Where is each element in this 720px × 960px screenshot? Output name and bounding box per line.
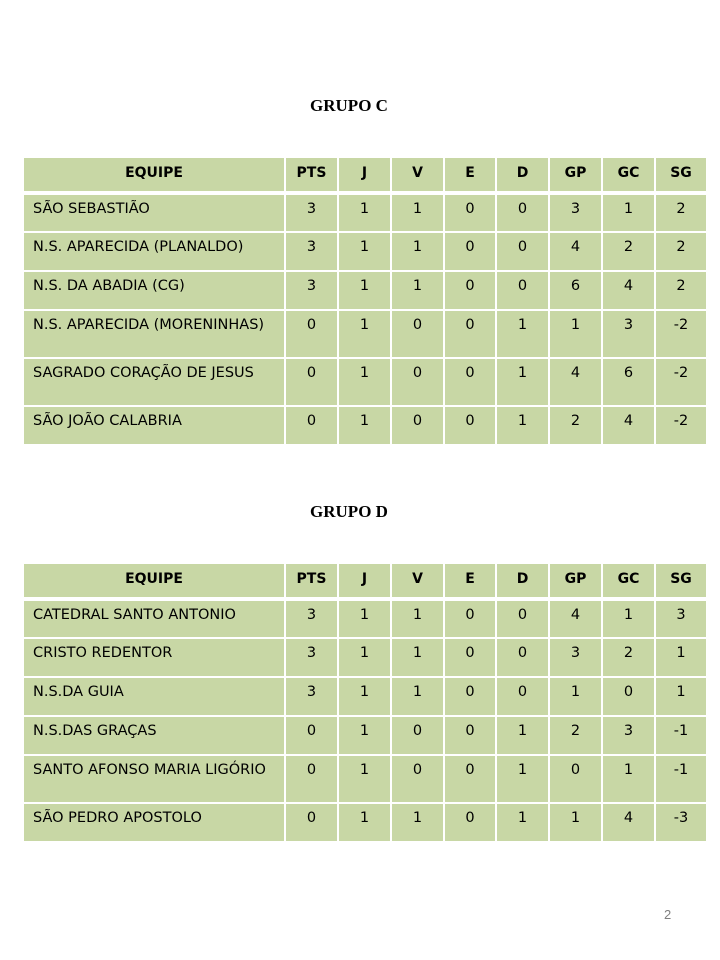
gp-cell: 0 (549, 755, 602, 803)
d-cell: 0 (496, 232, 549, 271)
gp-cell: 6 (549, 271, 602, 310)
team-name: SÃO JOÃO CALABRIA (23, 406, 285, 445)
e-cell: 0 (444, 716, 496, 755)
pts-cell: 0 (285, 310, 338, 358)
sg-cell: 3 (655, 599, 707, 638)
d-cell: 0 (496, 677, 549, 716)
pts-cell: 3 (285, 193, 338, 232)
v-cell: 0 (391, 406, 444, 445)
sg-cell: -2 (655, 310, 707, 358)
group-d-title: GRUPO D (310, 502, 388, 521)
column-header-equipe: EQUIPE (23, 157, 285, 193)
pts-cell: 0 (285, 358, 338, 406)
j-cell: 1 (338, 716, 391, 755)
group-c-title: GRUPO C (310, 96, 388, 115)
group-c-table (22, 156, 708, 446)
d-cell: 0 (496, 271, 549, 310)
gp-cell: 4 (549, 232, 602, 271)
table-row (23, 755, 707, 803)
pts-cell: 0 (285, 406, 338, 445)
e-cell: 0 (444, 193, 496, 232)
team-name: N.S. DA ABADIA (CG) (23, 271, 285, 310)
team-name: SÃO SEBASTIÃO (23, 193, 285, 232)
j-cell: 1 (338, 599, 391, 638)
v-cell: 1 (391, 803, 444, 842)
column-header-j: J (338, 563, 391, 599)
sg-cell: -1 (655, 755, 707, 803)
pts-cell: 3 (285, 232, 338, 271)
column-header-pts: PTS (285, 563, 338, 599)
gc-cell: 2 (602, 232, 655, 271)
team-name: N.S.DAS GRAÇAS (23, 716, 285, 755)
pts-cell: 3 (285, 599, 338, 638)
sg-cell: 1 (655, 638, 707, 677)
sg-cell: -2 (655, 358, 707, 406)
e-cell: 0 (444, 310, 496, 358)
v-cell: 0 (391, 358, 444, 406)
gc-cell: 2 (602, 638, 655, 677)
j-cell: 1 (338, 232, 391, 271)
j-cell: 1 (338, 803, 391, 842)
e-cell: 0 (444, 677, 496, 716)
d-cell: 0 (496, 193, 549, 232)
j-cell: 1 (338, 193, 391, 232)
v-cell: 0 (391, 716, 444, 755)
column-header-gp: GP (549, 563, 602, 599)
table-row (23, 232, 707, 271)
gp-cell: 1 (549, 310, 602, 358)
gp-cell: 3 (549, 638, 602, 677)
table-row (23, 271, 707, 310)
column-header-e: E (444, 563, 496, 599)
table-row (23, 193, 707, 232)
e-cell: 0 (444, 271, 496, 310)
sg-cell: -1 (655, 716, 707, 755)
v-cell: 0 (391, 755, 444, 803)
j-cell: 1 (338, 310, 391, 358)
d-cell: 0 (496, 638, 549, 677)
e-cell: 0 (444, 638, 496, 677)
pts-cell: 3 (285, 677, 338, 716)
sg-cell: 2 (655, 193, 707, 232)
sg-cell: 1 (655, 677, 707, 716)
page-number: 2 (664, 907, 672, 922)
column-header-gc: GC (602, 157, 655, 193)
group-d-table (22, 562, 708, 843)
gp-cell: 2 (549, 406, 602, 445)
e-cell: 0 (444, 406, 496, 445)
d-cell: 1 (496, 803, 549, 842)
table-header-row (23, 563, 707, 599)
v-cell: 1 (391, 599, 444, 638)
table-row (23, 716, 707, 755)
j-cell: 1 (338, 755, 391, 803)
table-row (23, 803, 707, 842)
team-name: N.S.DA GUIA (23, 677, 285, 716)
v-cell: 1 (391, 193, 444, 232)
team-name: N.S. APARECIDA (MORENINHAS) (23, 310, 285, 358)
pts-cell: 0 (285, 755, 338, 803)
gp-cell: 1 (549, 677, 602, 716)
d-cell: 0 (496, 599, 549, 638)
d-cell: 1 (496, 716, 549, 755)
v-cell: 0 (391, 310, 444, 358)
gc-cell: 0 (602, 677, 655, 716)
v-cell: 1 (391, 271, 444, 310)
team-name: CATEDRAL SANTO ANTONIO (23, 599, 285, 638)
d-cell: 1 (496, 406, 549, 445)
e-cell: 0 (444, 803, 496, 842)
gp-cell: 3 (549, 193, 602, 232)
table-row (23, 599, 707, 638)
team-name: N.S. APARECIDA (PLANALDO) (23, 232, 285, 271)
team-name: SAGRADO CORAÇÃO DE JESUS (23, 358, 285, 406)
e-cell: 0 (444, 599, 496, 638)
pts-cell: 0 (285, 716, 338, 755)
sg-cell: -2 (655, 406, 707, 445)
e-cell: 0 (444, 358, 496, 406)
e-cell: 0 (444, 755, 496, 803)
table-header-row (23, 157, 707, 193)
gp-cell: 2 (549, 716, 602, 755)
gc-cell: 4 (602, 406, 655, 445)
gc-cell: 4 (602, 803, 655, 842)
v-cell: 1 (391, 638, 444, 677)
gc-cell: 6 (602, 358, 655, 406)
column-header-e: E (444, 157, 496, 193)
team-name: CRISTO REDENTOR (23, 638, 285, 677)
table-row (23, 310, 707, 358)
v-cell: 1 (391, 232, 444, 271)
column-header-gp: GP (549, 157, 602, 193)
gc-cell: 3 (602, 716, 655, 755)
team-name: SANTO AFONSO MARIA LIGÓRIO (23, 755, 285, 803)
v-cell: 1 (391, 677, 444, 716)
table-row (23, 638, 707, 677)
pts-cell: 3 (285, 638, 338, 677)
column-header-sg: SG (655, 157, 707, 193)
column-header-v: V (391, 563, 444, 599)
gp-cell: 1 (549, 803, 602, 842)
d-cell: 1 (496, 310, 549, 358)
pts-cell: 3 (285, 271, 338, 310)
table-row (23, 677, 707, 716)
pts-cell: 0 (285, 803, 338, 842)
sg-cell: 2 (655, 271, 707, 310)
team-name: SÃO PEDRO APOSTOLO (23, 803, 285, 842)
gc-cell: 1 (602, 193, 655, 232)
j-cell: 1 (338, 638, 391, 677)
gc-cell: 1 (602, 599, 655, 638)
gc-cell: 4 (602, 271, 655, 310)
gp-cell: 4 (549, 599, 602, 638)
j-cell: 1 (338, 406, 391, 445)
d-cell: 1 (496, 358, 549, 406)
column-header-sg: SG (655, 563, 707, 599)
column-header-v: V (391, 157, 444, 193)
table-row (23, 358, 707, 406)
column-header-pts: PTS (285, 157, 338, 193)
column-header-j: J (338, 157, 391, 193)
column-header-equipe: EQUIPE (23, 563, 285, 599)
table-row (23, 406, 707, 445)
d-cell: 1 (496, 755, 549, 803)
column-header-d: D (496, 157, 549, 193)
j-cell: 1 (338, 271, 391, 310)
gc-cell: 3 (602, 310, 655, 358)
gc-cell: 1 (602, 755, 655, 803)
j-cell: 1 (338, 358, 391, 406)
gp-cell: 4 (549, 358, 602, 406)
column-header-gc: GC (602, 563, 655, 599)
column-header-d: D (496, 563, 549, 599)
sg-cell: 2 (655, 232, 707, 271)
j-cell: 1 (338, 677, 391, 716)
sg-cell: -3 (655, 803, 707, 842)
e-cell: 0 (444, 232, 496, 271)
